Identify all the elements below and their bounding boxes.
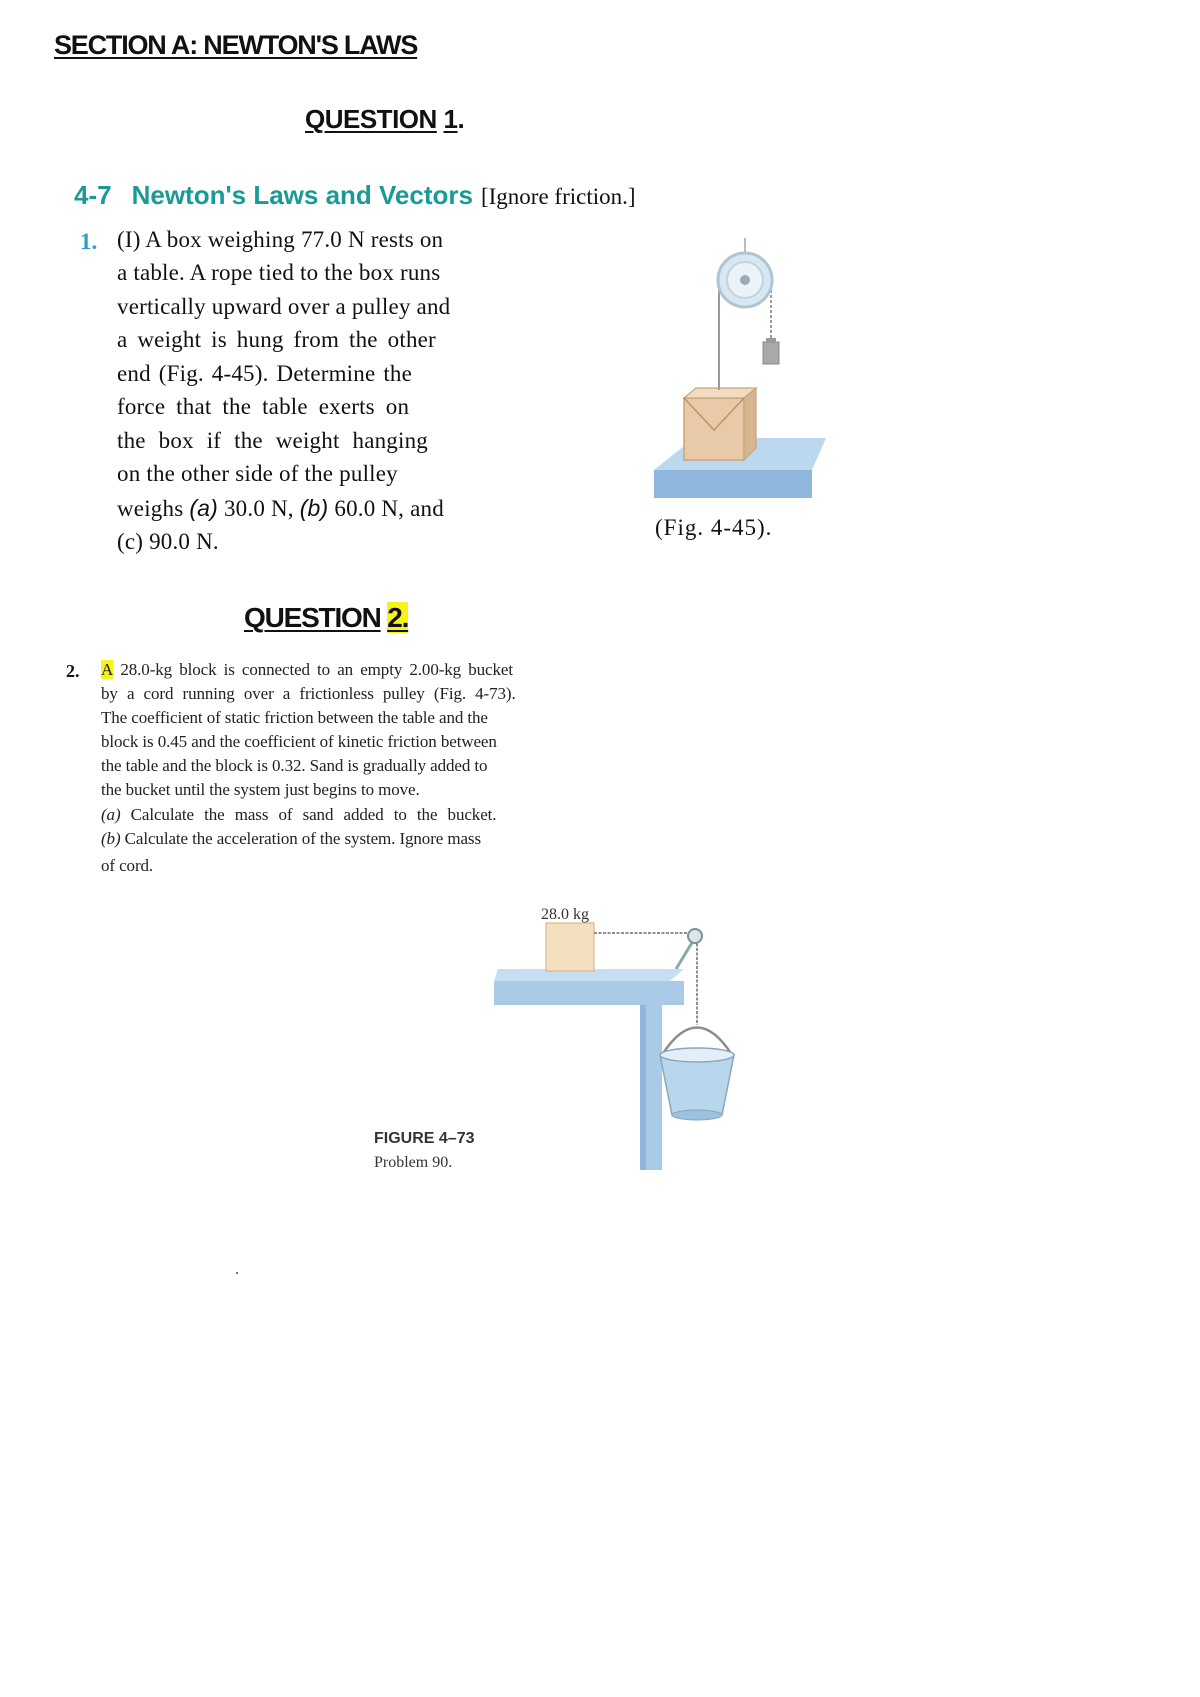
question-2-number: 2. — [387, 602, 409, 633]
problem-2-line: block is 0.45 and the coefficient of kinetic friction between — [101, 732, 497, 751]
question-1-label: QUESTION — [305, 104, 437, 134]
problem-2-line: (b) Calculate the acceleration of the system. Ignore mass — [101, 829, 481, 848]
problem-1-line: on the other side of the pulley — [117, 461, 398, 486]
problem-1-line: weighs (a) 30.0 N, (b) 60.0 N, and — [117, 495, 444, 521]
problem-1-text — [117, 227, 547, 557]
problem-2-line: A 28.0-kg block is connected to an empty 2.00-kg bucket — [101, 660, 513, 679]
figure-mass-label: 28.0 kg — [541, 906, 589, 923]
figure-4-73-title: FIGURE 4–73 — [374, 1130, 475, 1147]
table-edge — [654, 470, 812, 498]
pulley-box-figure — [650, 238, 830, 500]
problem-1-line: (c) 90.0 N. — [117, 529, 219, 554]
hanging-weight — [763, 342, 779, 364]
problem-2-line: the table and the block is 0.32. Sand is gradually added to — [101, 756, 488, 775]
problem-1-line: force that the table exerts on — [117, 394, 410, 419]
subsection-note: [Ignore friction.] — [480, 184, 636, 209]
problem-1-line: vertically upward over a pulley and — [117, 294, 451, 319]
figure-4-45-caption: (Fig. 4-45). — [655, 515, 773, 540]
problem-1-line: a weight is hung from the other — [117, 327, 436, 352]
problem-1-line: the box if the weight hanging — [117, 428, 428, 453]
highlighted-word: A — [101, 660, 114, 679]
problem-2-line: of cord. — [101, 856, 154, 875]
bucket — [660, 1055, 734, 1115]
problem-1-line: end (Fig. 4-45). Determine the — [117, 361, 413, 386]
question-2-heading — [244, 602, 408, 634]
problem-2-line: by a cord running over a frictionless pulley (Fig. 4-73). — [101, 684, 516, 703]
problem-1-number: 1. — [80, 229, 98, 254]
figure-4-73-subtitle: Problem 90. — [374, 1154, 453, 1171]
question-1-number: 1 — [443, 104, 458, 134]
problem-2-number: 2. — [66, 661, 80, 681]
problem-2-line: (a) Calculate the mass of sand added to the bucket. — [101, 805, 497, 824]
subsection-number: 4-7 — [74, 180, 112, 210]
block — [546, 923, 594, 971]
subsection-title: Newton's Laws and Vectors — [131, 180, 473, 210]
block-bucket-figure — [490, 905, 780, 1175]
problem-2-text — [101, 660, 621, 885]
subsection-heading — [74, 180, 636, 211]
question-1-heading — [305, 104, 464, 135]
problem-2-line: the bucket until the system just begins to move. — [101, 780, 420, 799]
pulley — [688, 929, 702, 943]
stray-dot — [236, 1272, 238, 1274]
question-2-label: QUESTION — [244, 602, 381, 633]
table-front — [494, 981, 684, 1005]
section-title: SECTION A: NEWTON'S LAWS — [54, 30, 418, 60]
problem-1-line: (I) A box weighing 77.0 N rests on — [117, 227, 444, 252]
problem-1-line: a table. A rope tied to the box runs — [117, 260, 441, 285]
problem-2-line: The coefficient of static friction between the table and the — [101, 708, 488, 727]
question-1-dot: . — [457, 104, 465, 134]
